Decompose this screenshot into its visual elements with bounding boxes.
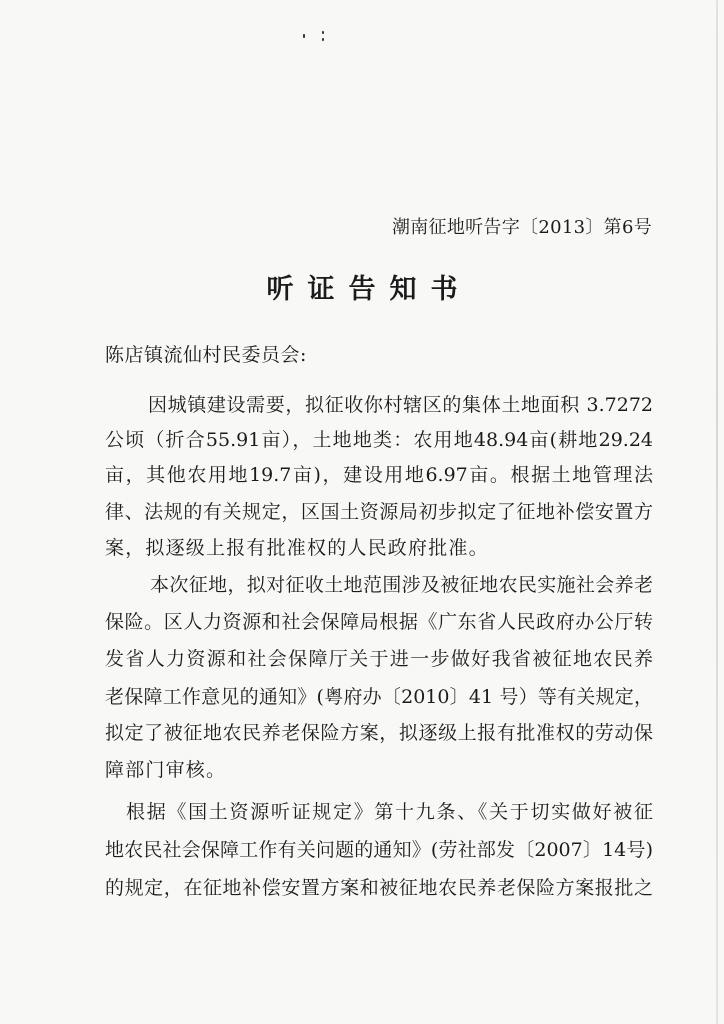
scan-speck: [322, 31, 324, 34]
paragraph-line: 案，拟逐级上报有批准权的人民政府批准。: [105, 537, 489, 559]
scan-speck: [303, 34, 305, 38]
paragraph-line: 老保障工作意见的通知》(粤府办〔2010〕41 号）等有关规定，: [105, 686, 653, 708]
paragraph-line: 发省人力资源和社会保障厅关于进一步做好我省被征地农民养: [105, 648, 653, 670]
document-title: 听证告知书: [266, 274, 472, 305]
paragraph-line: 保险。区人力资源和社会保障局根据《广东省人民政府办公厅转: [105, 611, 653, 633]
paragraph-line: 的规定，在征地补偿安置方案和被征地农民养老保险方案报批之: [105, 877, 653, 899]
scan-edge: [716, 0, 718, 1024]
paragraph-line: 本次征地，拟对征收土地范围涉及被征地农民实施社会养老: [150, 574, 653, 596]
paragraph-line: 障部门审核。: [105, 759, 227, 781]
paragraph-line: 公顷（折合55.91亩），土地地类：农用地48.94亩(耕地29.24: [105, 429, 653, 451]
addressee: 陈店镇流仙村民委员会:: [105, 344, 307, 366]
paragraph-line: 律、法规的有关规定，区国土资源局初步拟定了征地补偿安置方: [105, 501, 653, 523]
document-reference-number: 潮南征地听告字〔2013〕第6号: [391, 217, 652, 238]
scan-speck: [322, 38, 324, 41]
paragraph-line: 根据《国土资源听证规定》第十九条、《关于切实做好被征: [126, 801, 653, 823]
paragraph-line: 亩，其他农用地19.7亩)，建设用地6.97亩。根据土地管理法: [105, 464, 653, 486]
paragraph-line: 拟定了被征地农民养老保险方案，拟逐级上报有批准权的劳动保: [105, 722, 653, 744]
paragraph-line: 因城镇建设需要，拟征收你村辖区的集体土地面积 3.7272: [148, 394, 653, 416]
paragraph-line: 地农民社会保障工作有关问题的通知》(劳社部发〔2007〕14号): [105, 839, 653, 861]
